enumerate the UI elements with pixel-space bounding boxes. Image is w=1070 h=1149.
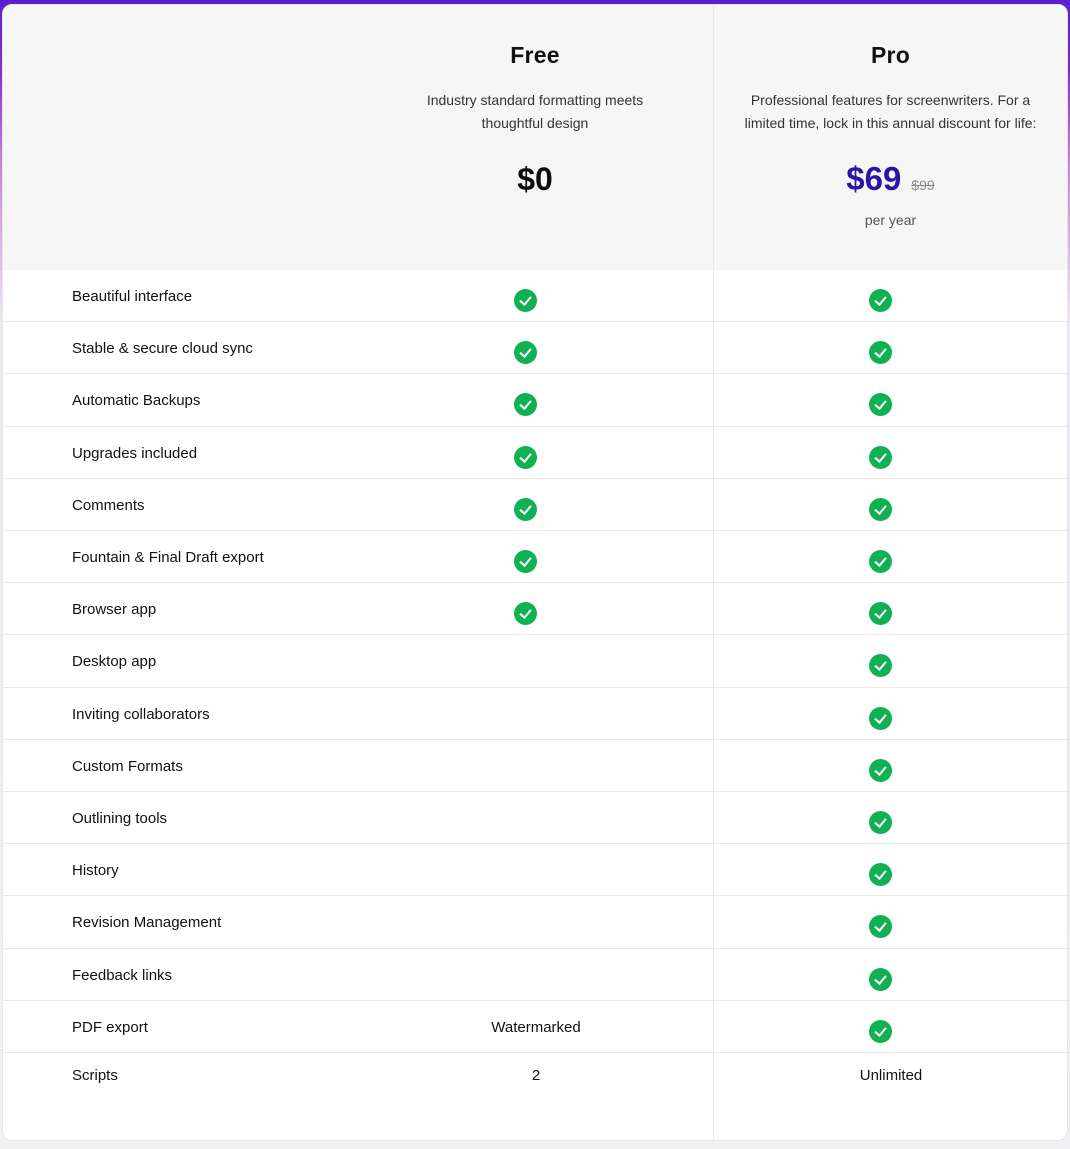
table-row (3, 531, 1067, 583)
check-circle-icon (869, 968, 892, 991)
check-circle-icon (869, 446, 892, 469)
plan-free (405, 5, 665, 198)
feature-label: Stable & secure cloud sync (72, 340, 253, 358)
check-circle-icon (514, 393, 537, 416)
check-circle-icon (514, 446, 537, 469)
pricing-comparison-card (2, 4, 1068, 1141)
table-row (3, 844, 1067, 896)
check-circle-icon (869, 863, 892, 886)
table-row (3, 949, 1067, 1001)
check-circle-icon (869, 393, 892, 416)
check-circle-icon (869, 1020, 892, 1043)
check-circle-icon (869, 707, 892, 730)
check-circle-icon (869, 915, 892, 938)
plan-pro-period: per year (864, 212, 917, 228)
feature-label: Custom Formats (72, 757, 183, 775)
feature-label: Scripts (72, 1067, 118, 1084)
plan-pro-description: Professional features for screenwriters. For a limited time, lock in this annual discount for life: (744, 92, 1037, 131)
table-row (3, 792, 1067, 844)
table-row (3, 688, 1067, 740)
check-circle-icon (514, 550, 537, 573)
check-circle-icon (869, 811, 892, 834)
table-row (3, 896, 1067, 948)
check-circle-icon (869, 498, 892, 521)
check-circle-icon (869, 654, 892, 677)
table-row (3, 740, 1067, 792)
plan-pro-old-price: $99 (911, 177, 935, 193)
table-row (3, 374, 1067, 426)
feature-label: Desktop app (72, 653, 157, 671)
plan-pro (743, 5, 1038, 228)
feature-label: Automatic Backups (72, 392, 201, 410)
feature-label: Beautiful interface (72, 288, 193, 305)
table-row (3, 322, 1067, 374)
feature-label: Comments (72, 496, 145, 514)
plan-pro-price-row (743, 160, 1038, 198)
feature-label: Upgrades included (72, 444, 198, 462)
table-row (3, 479, 1067, 531)
plan-pro-price: $69 (846, 160, 902, 197)
feature-label: Feedback links (72, 966, 173, 984)
check-circle-icon (869, 759, 892, 782)
feature-value-free: Watermarked (491, 1018, 581, 1036)
check-circle-icon (514, 498, 537, 521)
feature-label: Revision Management (72, 914, 222, 932)
feature-label: Outlining tools (72, 810, 168, 827)
feature-label: Fountain & Final Draft export (72, 549, 264, 566)
plan-pro-name: Pro (871, 42, 910, 68)
feature-value-free: 2 (531, 1067, 541, 1084)
feature-value-pro: Unlimited (859, 1067, 923, 1084)
check-circle-icon (869, 550, 892, 573)
table-row (3, 635, 1067, 687)
check-circle-icon (514, 289, 537, 312)
table-row (3, 427, 1067, 479)
check-circle-icon (514, 602, 537, 625)
table-row (3, 1001, 1067, 1053)
table-row (3, 1053, 1067, 1120)
check-circle-icon (869, 341, 892, 364)
feature-label: Inviting collaborators (72, 705, 210, 723)
plan-free-description: Industry standard formatting meets thoughtful design (426, 92, 644, 131)
feature-label: Browser app (72, 601, 157, 619)
table-row (3, 270, 1067, 322)
plan-free-price: $0 (517, 161, 553, 197)
check-circle-icon (869, 289, 892, 312)
plan-free-name: Free (510, 42, 560, 68)
feature-label: History (72, 862, 119, 880)
feature-label: PDF export (72, 1018, 148, 1036)
table-row (3, 583, 1067, 635)
check-circle-icon (514, 341, 537, 364)
check-circle-icon (869, 602, 892, 625)
pricing-header (3, 5, 1067, 270)
